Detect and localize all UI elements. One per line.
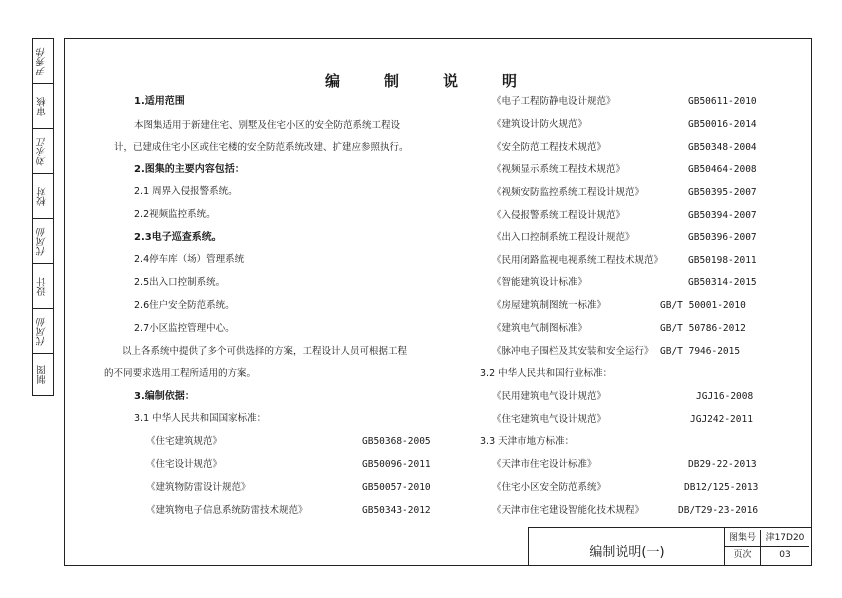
- drawing-name-cell: [529, 528, 725, 566]
- standard-name: 《建筑电气制图标准》: [492, 323, 588, 334]
- standard-name: 《安全防范工程技术规范》: [492, 142, 607, 153]
- title-char: 编: [324, 72, 340, 90]
- standard-code: GB/T 50001-2010: [660, 300, 746, 311]
- role-label: 制图: [37, 365, 48, 385]
- subsection-heading: 3.3 天津市地方标准：: [480, 436, 575, 447]
- standard-code: GB50395-2007: [688, 187, 757, 198]
- standard-name: 《住宅设计规范》: [146, 459, 223, 470]
- page-label: 页次: [725, 547, 761, 565]
- drawing-name: 编制说明(一): [589, 545, 665, 560]
- paragraph-line: 以上各系统中提供了多个可供选择的方案，工程设计人员可根据工程: [122, 346, 408, 357]
- standard-name: 《视频安防监控系统工程设计规范》: [492, 187, 645, 198]
- standard-code: DB29-22-2013: [688, 459, 757, 470]
- standard-code: GB/T 7946-2015: [660, 346, 741, 357]
- standard-code: GB/T 50786-2012: [660, 323, 746, 334]
- role-label: 设计: [37, 277, 48, 297]
- standard-name: 《脉冲电子围栏及其安装和安全运行》: [492, 346, 654, 357]
- signature-strip: [32, 38, 54, 396]
- standard-name: 《天津市住宅建设智能化技术规程》: [492, 505, 645, 516]
- strip-cell: [33, 129, 53, 174]
- section-heading: 3.编制依据：: [134, 391, 195, 402]
- standard-name: 《天津市住宅设计标准》: [492, 459, 597, 470]
- standard-code: GB50611-2010: [688, 96, 757, 107]
- standard-code: GB50394-2007: [688, 210, 757, 221]
- standard-name: 《民用建筑电气设计规范》: [492, 391, 607, 402]
- signature: 刘永江: [37, 137, 48, 167]
- strip-cell: [33, 309, 53, 354]
- standard-name: 《视频显示系统工程技术规范》: [492, 164, 626, 175]
- standard-code: GB50368-2005: [362, 436, 431, 447]
- list-item: 2.4停车库（场）管理系统: [134, 254, 245, 265]
- standard-code: GB50343-2012: [362, 505, 431, 516]
- atlas-label: 图集号: [725, 530, 761, 547]
- standard-code: GB50396-2007: [688, 232, 757, 243]
- standard-code: JGJ16-2008: [696, 391, 754, 402]
- title-char: 明: [502, 72, 518, 90]
- standard-name: 《电子工程防静电设计规范》: [492, 96, 616, 107]
- list-item: 2.1 周界入侵报警系统。: [134, 186, 238, 197]
- list-item: 2.6住户安全防范系统。: [134, 300, 235, 311]
- subsection-heading: 3.1 中华人民共和国国家标准：: [134, 413, 267, 424]
- role-label: 审核: [37, 97, 48, 117]
- standard-name: 《住宅小区安全防范系统》: [492, 482, 607, 493]
- role-label: 校对: [37, 187, 48, 207]
- paragraph-line: 本图集适用于新建住宅、别墅及住宅小区的安全防范系统工程设: [134, 120, 401, 131]
- standard-code: JGJ242-2011: [690, 414, 753, 425]
- strip-cell: [33, 174, 53, 219]
- standard-code: GB50016-2014: [688, 119, 757, 130]
- title-block: [528, 527, 812, 566]
- standard-code: DB12/125-2013: [684, 482, 759, 493]
- standard-code: GB50464-2008: [688, 164, 757, 175]
- list-item: 2.3电子巡查系统。: [134, 232, 222, 243]
- atlas-number: 津17D20: [761, 530, 809, 547]
- standard-code: GB50057-2010: [362, 482, 431, 493]
- standard-name: 《出入口控制系统工程设计规范》: [492, 232, 635, 243]
- section-heading: 1.适用范围: [134, 96, 185, 107]
- standard-name: 《智能建筑设计标准》: [492, 277, 588, 288]
- signature: 尹秀伟: [37, 47, 48, 77]
- signature: 代凤仙: [37, 227, 48, 257]
- paragraph-line: 计，已建成住宅小区或住宅楼的安全防范系统改建、扩建应参照执行。: [114, 142, 409, 153]
- standard-name: 《入侵报警系统工程设计规范》: [492, 210, 626, 221]
- strip-cell: [33, 219, 53, 264]
- list-item: 2.5出入口控制系统。: [134, 277, 226, 288]
- title-block-grid: [725, 528, 811, 566]
- page-number: 03: [779, 550, 791, 560]
- page-title: [0, 70, 842, 91]
- standard-name: 《建筑设计防火规范》: [492, 119, 588, 130]
- standard-name: 《住宅建筑电气设计规范》: [492, 414, 607, 425]
- standard-code: GB50314-2015: [688, 277, 757, 288]
- strip-cell: [33, 264, 53, 309]
- standard-code: GB50096-2011: [362, 459, 431, 470]
- standard-code: GB50198-2011: [688, 255, 757, 266]
- signature: 代凤仙: [37, 317, 48, 347]
- title-char: 制: [383, 72, 399, 90]
- strip-cell: [33, 354, 53, 395]
- standard-name: 《建筑物电子信息系统防雷技术规范》: [146, 505, 308, 516]
- title-char: 说: [443, 72, 459, 90]
- standard-name: 《房屋建筑制图统一标准》: [492, 300, 607, 311]
- list-item: 2.2视频监控系统。: [134, 209, 216, 220]
- standard-code: GB50348-2004: [688, 142, 757, 153]
- standard-name: 《建筑物防雷设计规范》: [146, 482, 251, 493]
- section-heading: 2.图集的主要内容包括：: [134, 164, 245, 175]
- paragraph-line: 的不同要求选用工程所适用的方案。: [104, 368, 257, 379]
- subsection-heading: 3.2 中华人民共和国行业标准：: [480, 368, 613, 379]
- standard-name: 《住宅建筑规范》: [146, 436, 223, 447]
- list-item: 2.7小区监控管理中心。: [134, 323, 235, 334]
- standard-code: DB/T29-23-2016: [678, 505, 759, 516]
- standard-name: 《民用闭路监视电视系统工程技术规范》: [492, 255, 664, 266]
